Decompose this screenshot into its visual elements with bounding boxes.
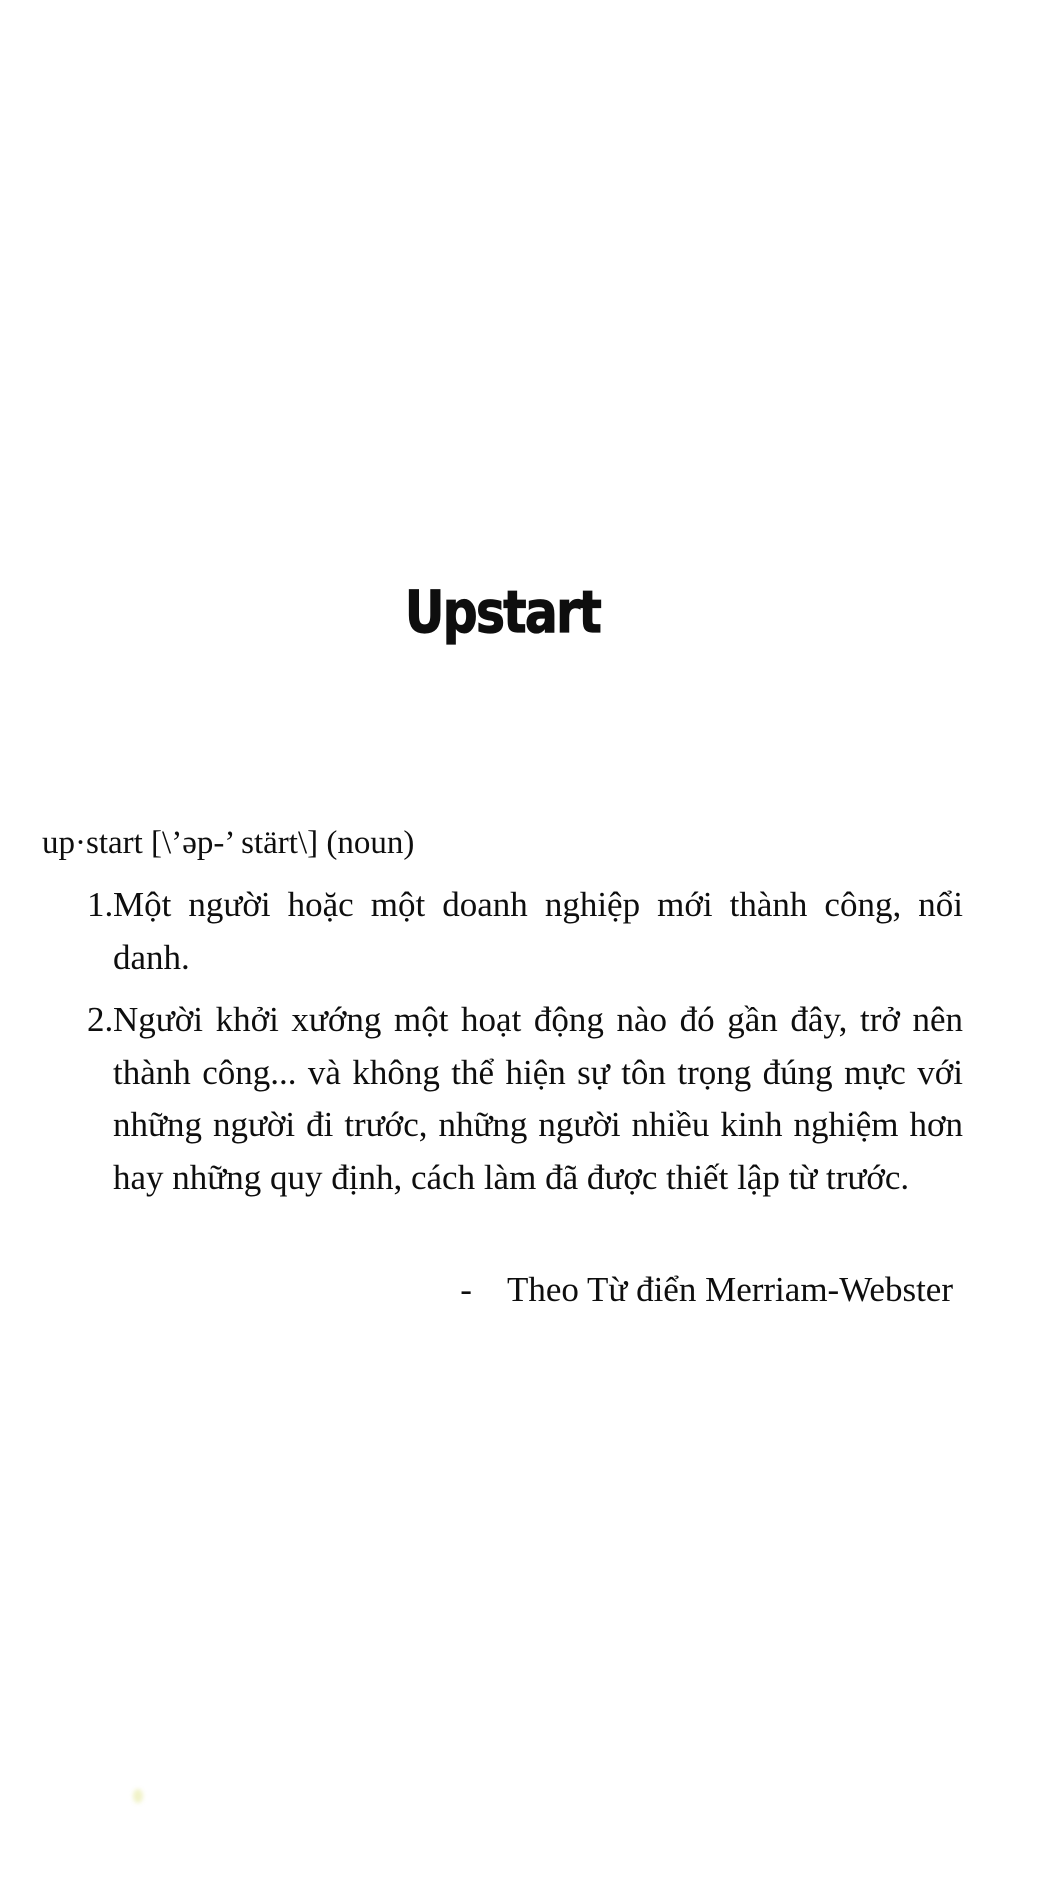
definition-text: Người khởi xướng một hoạt động nào đó gần đây, trở nên thành công... và không thể hiện sự tôn trọng đúng mực với những người đi trước, những người nhiều kinh nghiệm hơn hay những quy định, cách làm đã được thiết lập từ trước.: [113, 1000, 963, 1197]
definition-item: [42, 994, 963, 1204]
definition-number: 2.: [87, 1000, 114, 1039]
scan-artifact-dot: [133, 1789, 143, 1803]
attribution-source: Theo Từ điển Merriam-Webster: [506, 1270, 953, 1309]
definition-number: 1.: [87, 885, 114, 924]
attribution-dash: -: [460, 1270, 472, 1309]
pronunciation-line: up·start [\’əp-’ stärt\] (noun): [42, 825, 415, 861]
page-title: Upstart: [404, 578, 601, 646]
definition-list: [42, 879, 963, 1204]
definition-text: Một người hoặc một doanh nghiệp mới thành công, nổi danh.: [113, 885, 963, 977]
attribution-line: [42, 1264, 953, 1316]
definition-item: [42, 879, 963, 984]
